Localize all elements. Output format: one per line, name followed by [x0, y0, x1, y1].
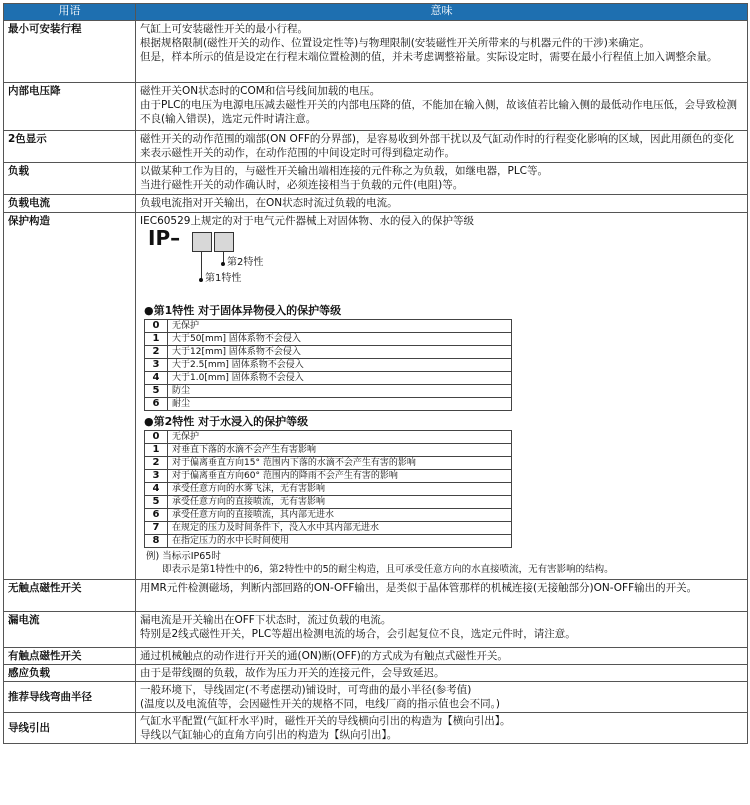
level-description: 耐尘: [168, 398, 512, 411]
term-cell: 推荐导线弯曲半径: [4, 682, 136, 713]
table-header: [4, 4, 748, 21]
second-characteristic-table: [144, 430, 512, 548]
term-cell: 感应负载: [4, 665, 136, 682]
level-number: 4: [145, 372, 168, 385]
level-number: 5: [145, 496, 168, 509]
level-description: 对于偏离垂直方向60° 范围内的降雨不会产生有害的影响: [168, 470, 512, 483]
meaning-cell: [136, 195, 748, 213]
table-row: [4, 195, 748, 213]
header-term: 用语: [4, 4, 136, 21]
level-number: 3: [145, 470, 168, 483]
meaning-line: 磁性开关ON状态时的COM和信号线间加载的电压。: [140, 85, 381, 97]
meaning-cell: [136, 163, 748, 195]
term-cell: 有触点磁性开关: [4, 648, 136, 665]
meaning-line: 由于是带线圈的负载，故作为压力开关的连接元件，会导致延迟。: [140, 667, 445, 679]
level-description: 大于12[mm] 固体系物不会侵入: [168, 346, 512, 359]
glossary-table: [3, 3, 748, 744]
meaning-line: 由于PLC的电压为电源电压减去磁性开关的内部电压降的值，不能加在输入侧，故该值若比输入侧的最低动作电压低，会导致检测不良(输入错误)，选定元件时请注意。: [140, 99, 738, 125]
meaning-cell: [136, 580, 748, 612]
meaning-cell: [136, 713, 748, 744]
level-row: [145, 470, 512, 483]
first-leader-line: [201, 252, 202, 280]
table-row: [4, 163, 748, 195]
level-description: 无保护: [168, 320, 512, 333]
table-row: [4, 682, 748, 713]
term-cell: 保护构造: [4, 213, 136, 580]
meaning-line: 导线以气缸轴心的直角方向引出的构造为【纵向引出】。: [140, 729, 398, 741]
meaning-cell: [136, 682, 748, 713]
meaning-line: 磁性开关的动作范围的端部(ON OFF的分界部)，是容易收到外部干扰以及气缸动作时的行程变化影响的区域，因此用颜色的变化来表示磁性开关的动作，在动作范围的中间设定时可得到稳定动作。: [140, 133, 734, 159]
level-description: 承受任意方向的水雾飞沫，无有害影响: [168, 483, 512, 496]
meaning-line: 根据规格限制(磁性开关的动作、位置设定性等)与物理限制(安装磁性开关所带来的与机器元件的干涉)来确定。: [140, 37, 650, 49]
meaning-line: 一般环境下，导线固定(不考虑摆动)铺设时，可弯曲的最小半径(参考值): [140, 684, 472, 696]
level-number: 8: [145, 535, 168, 548]
meaning-line: 用MR元件检测磁场，判断内部回路的ON-OFF输出，是类似于晶体管那样的机械连接(无接触部分)ON-OFF输出的开关。: [140, 582, 698, 594]
level-row: [145, 509, 512, 522]
example-line: 例) 当标示IP65时: [146, 551, 221, 562]
level-description: 在规定的压力及时间条件下，没入水中其内部无进水: [168, 522, 512, 535]
level-description: 承受任意方向的直接喷流，其内部无进水: [168, 509, 512, 522]
level-row: [145, 346, 512, 359]
level-description: 大于1.0[mm] 固体系物不会侵入: [168, 372, 512, 385]
term-cell: 内部电压降: [4, 83, 136, 131]
level-number: 2: [145, 457, 168, 470]
term-cell: 最小可安装行程: [4, 21, 136, 83]
level-row: [145, 431, 512, 444]
level-number: 2: [145, 346, 168, 359]
meaning-line: 通过机械触点的动作进行开关的通(ON)断(OFF)的方式成为有触点式磁性开关。: [140, 650, 508, 662]
level-row: [145, 333, 512, 346]
level-row: [145, 398, 512, 411]
meaning-line: 以做某种工作为目的，与磁性开关输出端相连接的元件称之为负载，如继电器，PLC等。: [140, 165, 549, 177]
level-row: [145, 444, 512, 457]
level-number: 1: [145, 333, 168, 346]
level-number: 5: [145, 385, 168, 398]
level-row: [145, 359, 512, 372]
term-cell: 导线引出: [4, 713, 136, 744]
header-meaning: 意味: [136, 4, 748, 21]
level-description: 大于2.5[mm] 固体系物不会侵入: [168, 359, 512, 372]
level-description: 无保护: [168, 431, 512, 444]
level-description: 承受任意方向的直接喷流，无有害影响: [168, 496, 512, 509]
level-number: 7: [145, 522, 168, 535]
level-number: 1: [145, 444, 168, 457]
level-row: [145, 496, 512, 509]
table-row: [4, 21, 748, 83]
meaning-cell: [136, 213, 748, 580]
second-characteristic-title: ●第2特性 对于水浸入的保护等级: [144, 415, 309, 428]
table-row: [4, 648, 748, 665]
level-row: [145, 457, 512, 470]
meaning-cell: [136, 21, 748, 83]
table-row: [4, 713, 748, 744]
level-row: [145, 372, 512, 385]
level-description: 防尘: [168, 385, 512, 398]
meaning-line: 负载电流指对开关输出，在ON状态时流过负载的电流。: [140, 197, 398, 209]
term-cell: 负载电流: [4, 195, 136, 213]
term-cell: 无触点磁性开关: [4, 580, 136, 612]
table-row: [4, 131, 748, 163]
second-leader-dot: [221, 262, 225, 266]
meaning-line: 但是，样本所示的值是设定在行程末端位置检测的值，并未考虑调整裕量。实际设定时，需要在最小行程值上加入调整余量。: [140, 51, 718, 63]
term-cell: 负载: [4, 163, 136, 195]
level-description: 大于50[mm] 固体系物不会侵入: [168, 333, 512, 346]
label-first-characteristic: 第1特性: [205, 273, 242, 284]
meaning-cell: [136, 83, 748, 131]
table-row-protection: [4, 213, 748, 580]
level-number: 6: [145, 398, 168, 411]
meaning-cell: [136, 131, 748, 163]
meaning-cell: [136, 665, 748, 682]
term-cell: 漏电流: [4, 612, 136, 648]
first-digit-box: [192, 232, 212, 252]
meaning-cell: [136, 612, 748, 648]
level-row: [145, 535, 512, 548]
meaning-line: 当进行磁性开关的动作确认时，必须连接相当于负载的元件(电阻)等。: [140, 179, 464, 191]
meaning-line: 特别是2线式磁性开关，PLC等超出检测电流的场合，会引起复位不良，选定元件时，请注意。: [140, 628, 576, 640]
table-row: [4, 665, 748, 682]
level-description: 对垂直下落的水滴不会产生有害影响: [168, 444, 512, 457]
level-description: 在指定压力的水中长时间使用: [168, 535, 512, 548]
level-row: [145, 385, 512, 398]
level-number: 0: [145, 431, 168, 444]
protection-intro: IEC60529上规定的对于电气元件器械上对固体物、水的侵入的保护等级: [140, 215, 474, 227]
meaning-cell: [136, 648, 748, 665]
first-characteristic-table: [144, 319, 512, 411]
level-number: 0: [145, 320, 168, 333]
term-cell: 2色显示: [4, 131, 136, 163]
ip-code-diagram: [148, 228, 743, 302]
ip-prefix: IP–: [148, 226, 181, 250]
first-characteristic-title: ●第1特性 对于固体异物侵入的保护等级: [144, 304, 342, 317]
meaning-line: 气缸上可安装磁性开关的最小行程。: [140, 23, 308, 35]
level-number: 4: [145, 483, 168, 496]
table-row: [4, 83, 748, 131]
example-explanation: 即表示是第1特性中的6，第2特性中的5的耐尘构造，且可承受任意方向的水直接喷流，无有害影响的结构。: [162, 564, 614, 575]
table-row: [4, 580, 748, 612]
meaning-line: 漏电流是开关输出在OFF下状态时，流过负载的电流。: [140, 614, 392, 626]
level-row: [145, 483, 512, 496]
level-row: [145, 320, 512, 333]
level-number: 3: [145, 359, 168, 372]
meaning-line: (温度以及电流值等，会因磁性开关的规格不同，电线厂商的指示值也会不同。): [140, 698, 500, 710]
level-row: [145, 522, 512, 535]
first-leader-dot: [199, 278, 203, 282]
level-number: 6: [145, 509, 168, 522]
meaning-line: 气缸水平配置(气缸杆水平)时，磁性开关的导线横向引出的构造为【横向引出】。: [140, 715, 511, 727]
level-description: 对于偏离垂直方向15° 范围内下落的水滴不会产生有害的影响: [168, 457, 512, 470]
second-digit-box: [214, 232, 234, 252]
label-second-characteristic: 第2特性: [227, 257, 264, 268]
table-row: [4, 612, 748, 648]
